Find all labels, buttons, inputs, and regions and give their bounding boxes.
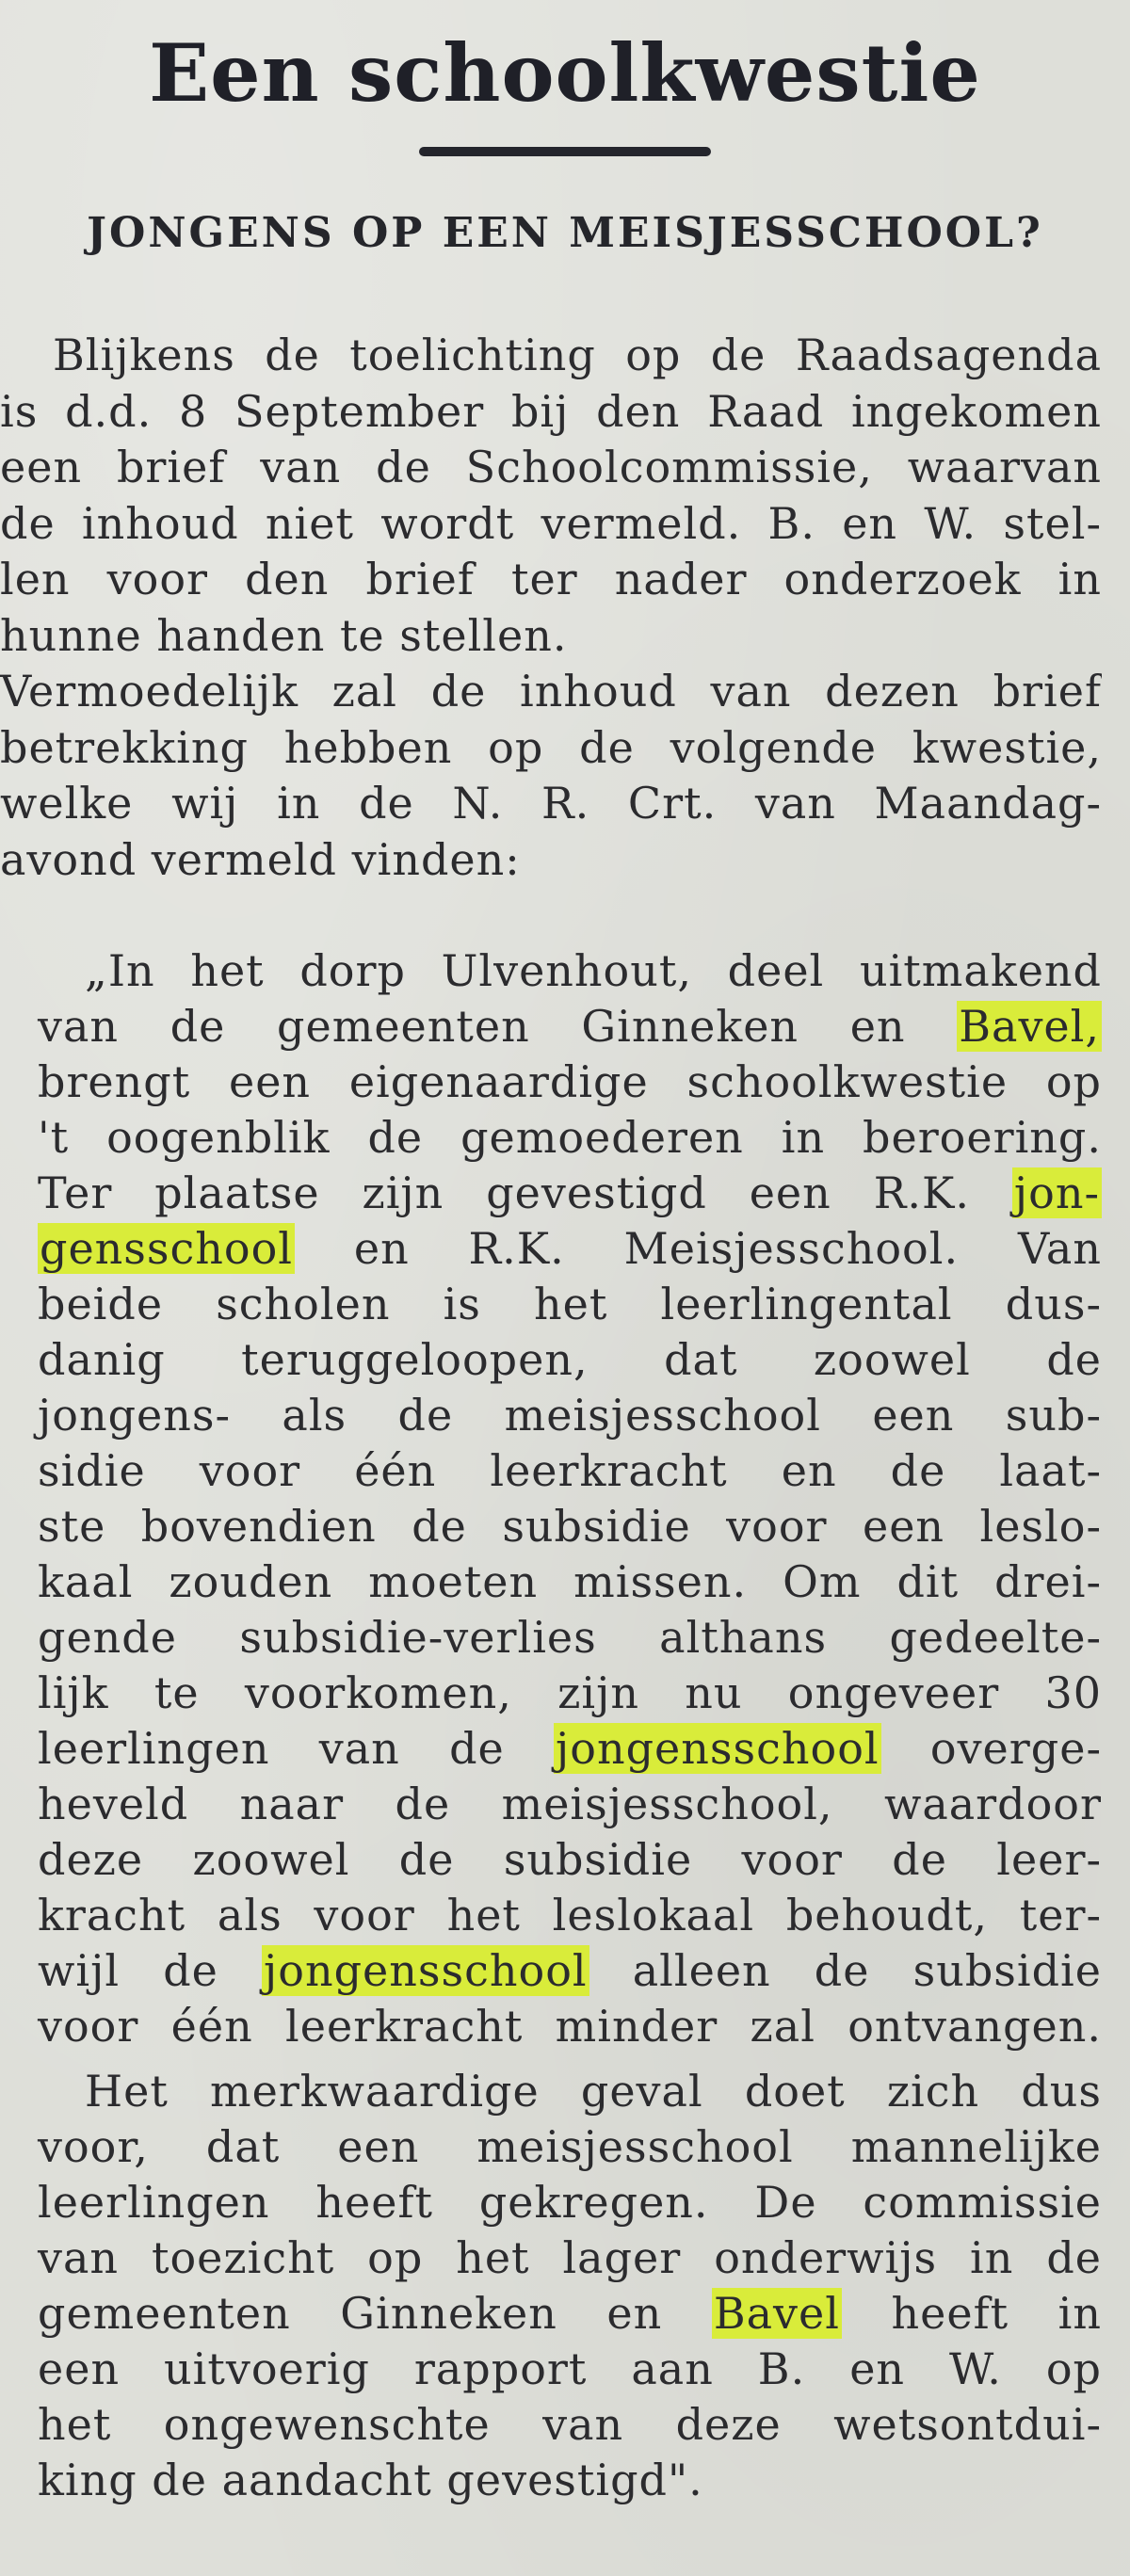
text-line: is d.d. 8 September bij den Raad ingekomen (0, 385, 1102, 437)
text-line: wijl de jongensschool alleen de subsidie (38, 1945, 1102, 1996)
text-line: ste bovendien de subsidie voor een leslo- (38, 1501, 1102, 1552)
highlight-jongensschool: jon- (1013, 1167, 1100, 1218)
highlight-bavel: Bavel (713, 2288, 840, 2339)
text-line: Het merkwaardige geval doet zich dus (85, 2066, 1102, 2117)
text-line: deze zoowel de subsidie voor de leer- (38, 1834, 1102, 1885)
text-line: leerlingen heeft gekregen. De commissie (38, 2177, 1102, 2228)
highlight-jongensschool: jongensschool (264, 1945, 588, 1996)
text-line: „In het dorp Ulvenhout, deel uitmakend (85, 945, 1102, 996)
paragraph-2-quote (0, 943, 1102, 2054)
text-line: leerlingen van de jongensschool overge- (38, 1723, 1102, 1774)
text-line: 't oogenblik de gemoederen in beroering. (38, 1112, 1102, 1163)
text-line: het ongewenschte van deze wetsontdui- (38, 2399, 1102, 2450)
text-line: gensschool en R.K. Meisjesschool. Van (40, 1223, 1102, 1274)
title-divider (419, 147, 711, 156)
text-line: een uitvoerig rapport aan B. en W. op (38, 2343, 1102, 2394)
text-line: lijk te voorkomen, zijn nu ongeveer 30 (38, 1667, 1102, 1718)
highlight-bavel: Bavel, (959, 1001, 1100, 1052)
text-line: de inhoud niet wordt vermeld. B. en W. stel- (0, 497, 1102, 549)
text-line: jongens- als de meisjesschool een sub- (38, 1390, 1102, 1441)
paragraph-3 (0, 2064, 1102, 2508)
article-title: Een schoolkwestie (149, 26, 981, 120)
text-line: hunne handen te stellen. (0, 609, 568, 661)
text-line: king de aandacht gevestigd". (38, 2455, 703, 2505)
text-line: kracht als voor het leslokaal behoudt, ter- (38, 1890, 1102, 1940)
text-line: een brief van de Schoolcommissie, waarvan (0, 442, 1102, 492)
text-line: gende subsidie-verlies althans gedeelte- (38, 1612, 1102, 1663)
text-line: van toezicht op het lager onderwijs in de (38, 2232, 1102, 2283)
text-line: beide scholen is het leerlingental dus- (38, 1279, 1102, 1329)
paragraph-1 (0, 328, 1102, 888)
text-line: Blijkens de toelichting op de Raadsagenda (53, 330, 1102, 380)
text-line: voor één leerkracht minder zal ontvangen. (38, 2001, 1102, 2052)
text-line: Vermoedelijk zal de inhoud van dezen brief (0, 666, 1102, 716)
text-line: avond vermeld vinden: (0, 833, 521, 885)
text-line: gemeenten Ginneken en Bavel heeft in (38, 2288, 1102, 2339)
text-line: welke wij in de N. R. Crt. van Maandag- (0, 778, 1102, 829)
text-line: kaal zouden moeten missen. Om dit drei- (38, 1556, 1102, 1607)
text-line: betrekking hebben op de volgende kwestie, (0, 721, 1102, 773)
highlight-jongensschool: jongensschool (556, 1723, 880, 1774)
text-line: danig teruggeloopen, dat zoowel de (38, 1334, 1102, 1385)
text-line: van de gemeenten Ginneken en Bavel, (38, 1001, 1100, 1052)
article-subtitle: JONGENS OP EEN MEISJESSCHOOL? (87, 209, 1043, 257)
text-line: sidie voor één leerkracht en de laat- (38, 1445, 1102, 1496)
text-line: voor, dat een meisjesschool mannelijke (38, 2121, 1102, 2172)
text-line: brengt een eigenaardige schoolkwestie op (38, 1056, 1102, 1107)
text-line: heveld naar de meisjesschool, waardoor (38, 1779, 1102, 1829)
text-line: Ter plaatse zijn gevestigd een R.K. jon- (38, 1167, 1100, 1218)
highlight-jongensschool: gensschool (40, 1223, 293, 1274)
text-line: len voor den brief ter nader onderzoek in (0, 554, 1102, 604)
